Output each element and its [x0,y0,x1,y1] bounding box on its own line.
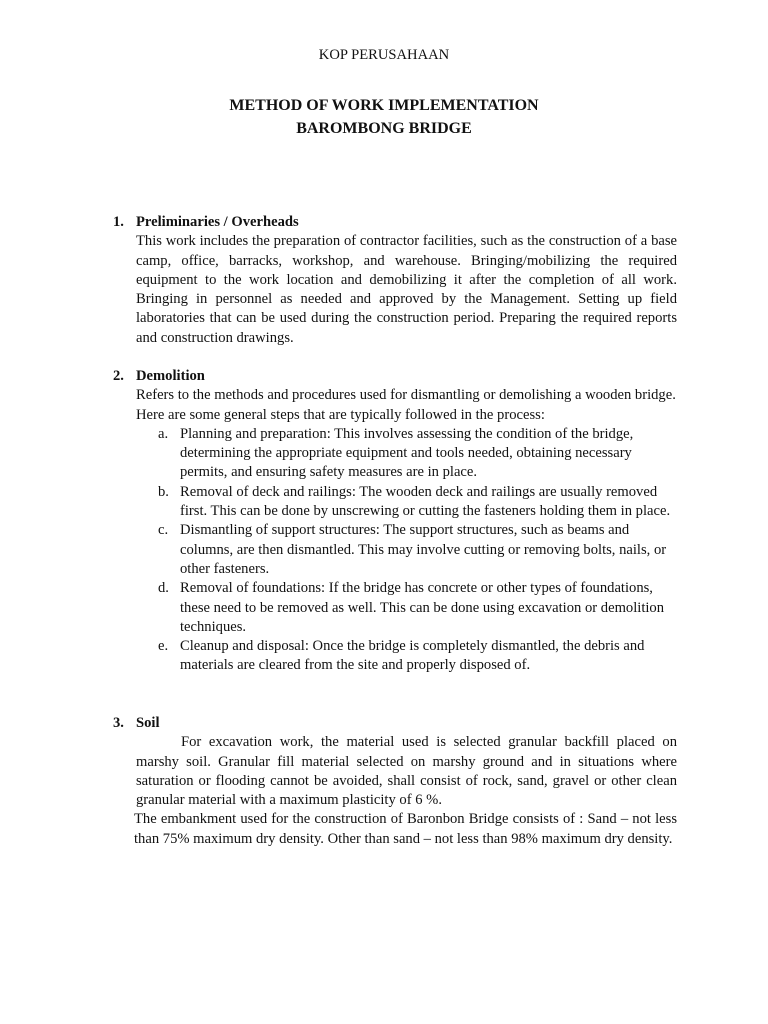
list-item-text: Cleanup and disposal: Once the bridge is completely dismantled, the debris and materials are cleared from the site and properly disposed of. [180,638,645,674]
list-item [158,637,677,676]
list-item-letter: c. [158,522,169,539]
list-item [158,483,677,522]
list-item [158,579,677,637]
section-number: 2. [113,368,124,384]
list-item-letter: b. [158,483,169,500]
list-item-text: Planning and preparation: This involves assessing the condition of the bridge, determining the appropriate equipment and tools needed, obtaining necessary permits, and ensuring safety measures are in place. [180,425,634,481]
section-body: This work includes the preparation of contractor facilities, such as the construction of a base camp, office, barracks, workshop, and warehouse. Bringing/mobilizing the required equipment to the work location and demobilizing it after the completion of all work. Bringing in personnel as needed and approved by the Management. Setting up field laboratories that can be used during the construction period. Preparing the required reports and construction drawings. [136,233,677,346]
section-demolition [113,367,677,676]
section-number: 3. [113,715,124,731]
section-title: Demolition [136,368,205,384]
letterhead: KOP PERUSAHAAN [318,47,450,63]
title-line-2: BAROMBONG BRIDGE [296,120,472,137]
soil-paragraph-2: The embankment used for the construction of Baronbon Bridge consists of : Sand – not less than 75% maximum dry density. Other than sand – not less than 98% maximum dry density. [134,811,677,847]
section-heading [113,714,677,733]
demolition-steps-list [158,425,677,676]
section-heading [113,213,677,232]
soil-paragraph-1: For excavation work, the material used is selected granular backfill placed on marshy soil. Granular fill material selected on marshy ground and in situations where saturation or flooding cannot be avoided, shall consist of rock, sand, gravel or other clean granular material with a maximum plasticity of 6 %. [136,734,677,809]
list-item-letter: d. [158,580,169,597]
list-item [158,521,677,579]
section-number: 1. [113,214,124,230]
section-soil [113,714,677,849]
list-item-letter: e. [158,638,169,655]
section-heading [113,367,677,386]
list-item-text: Removal of deck and railings: The wooden deck and railings are usually removed first. This can be done by unscrewing or cutting the fasteners holding them in place. [180,483,671,520]
list-item [158,425,677,483]
document-title [0,94,768,140]
section-preliminaries [113,213,677,348]
section-intro: Refers to the methods and procedures used for dismantling or demolishing a wooden bridge. Here are some general steps that are typically followed in the process: [136,387,676,423]
title-line-1: METHOD OF WORK IMPLEMENTATION [229,97,539,114]
list-item-letter: a. [158,425,169,442]
list-item-text: Dismantling of support structures: The support structures, such as beams and columns, are then dismantled. This may involve cutting or removing bolts, nails, or other fasteners. [180,522,667,577]
list-item-text: Removal of foundations: If the bridge has concrete or other types of foundations, these need to be removed as well. This can be done using excavation or demolition techniques. [180,580,665,635]
section-title: Soil [136,715,160,731]
section-title: Preliminaries / Overheads [136,214,299,230]
